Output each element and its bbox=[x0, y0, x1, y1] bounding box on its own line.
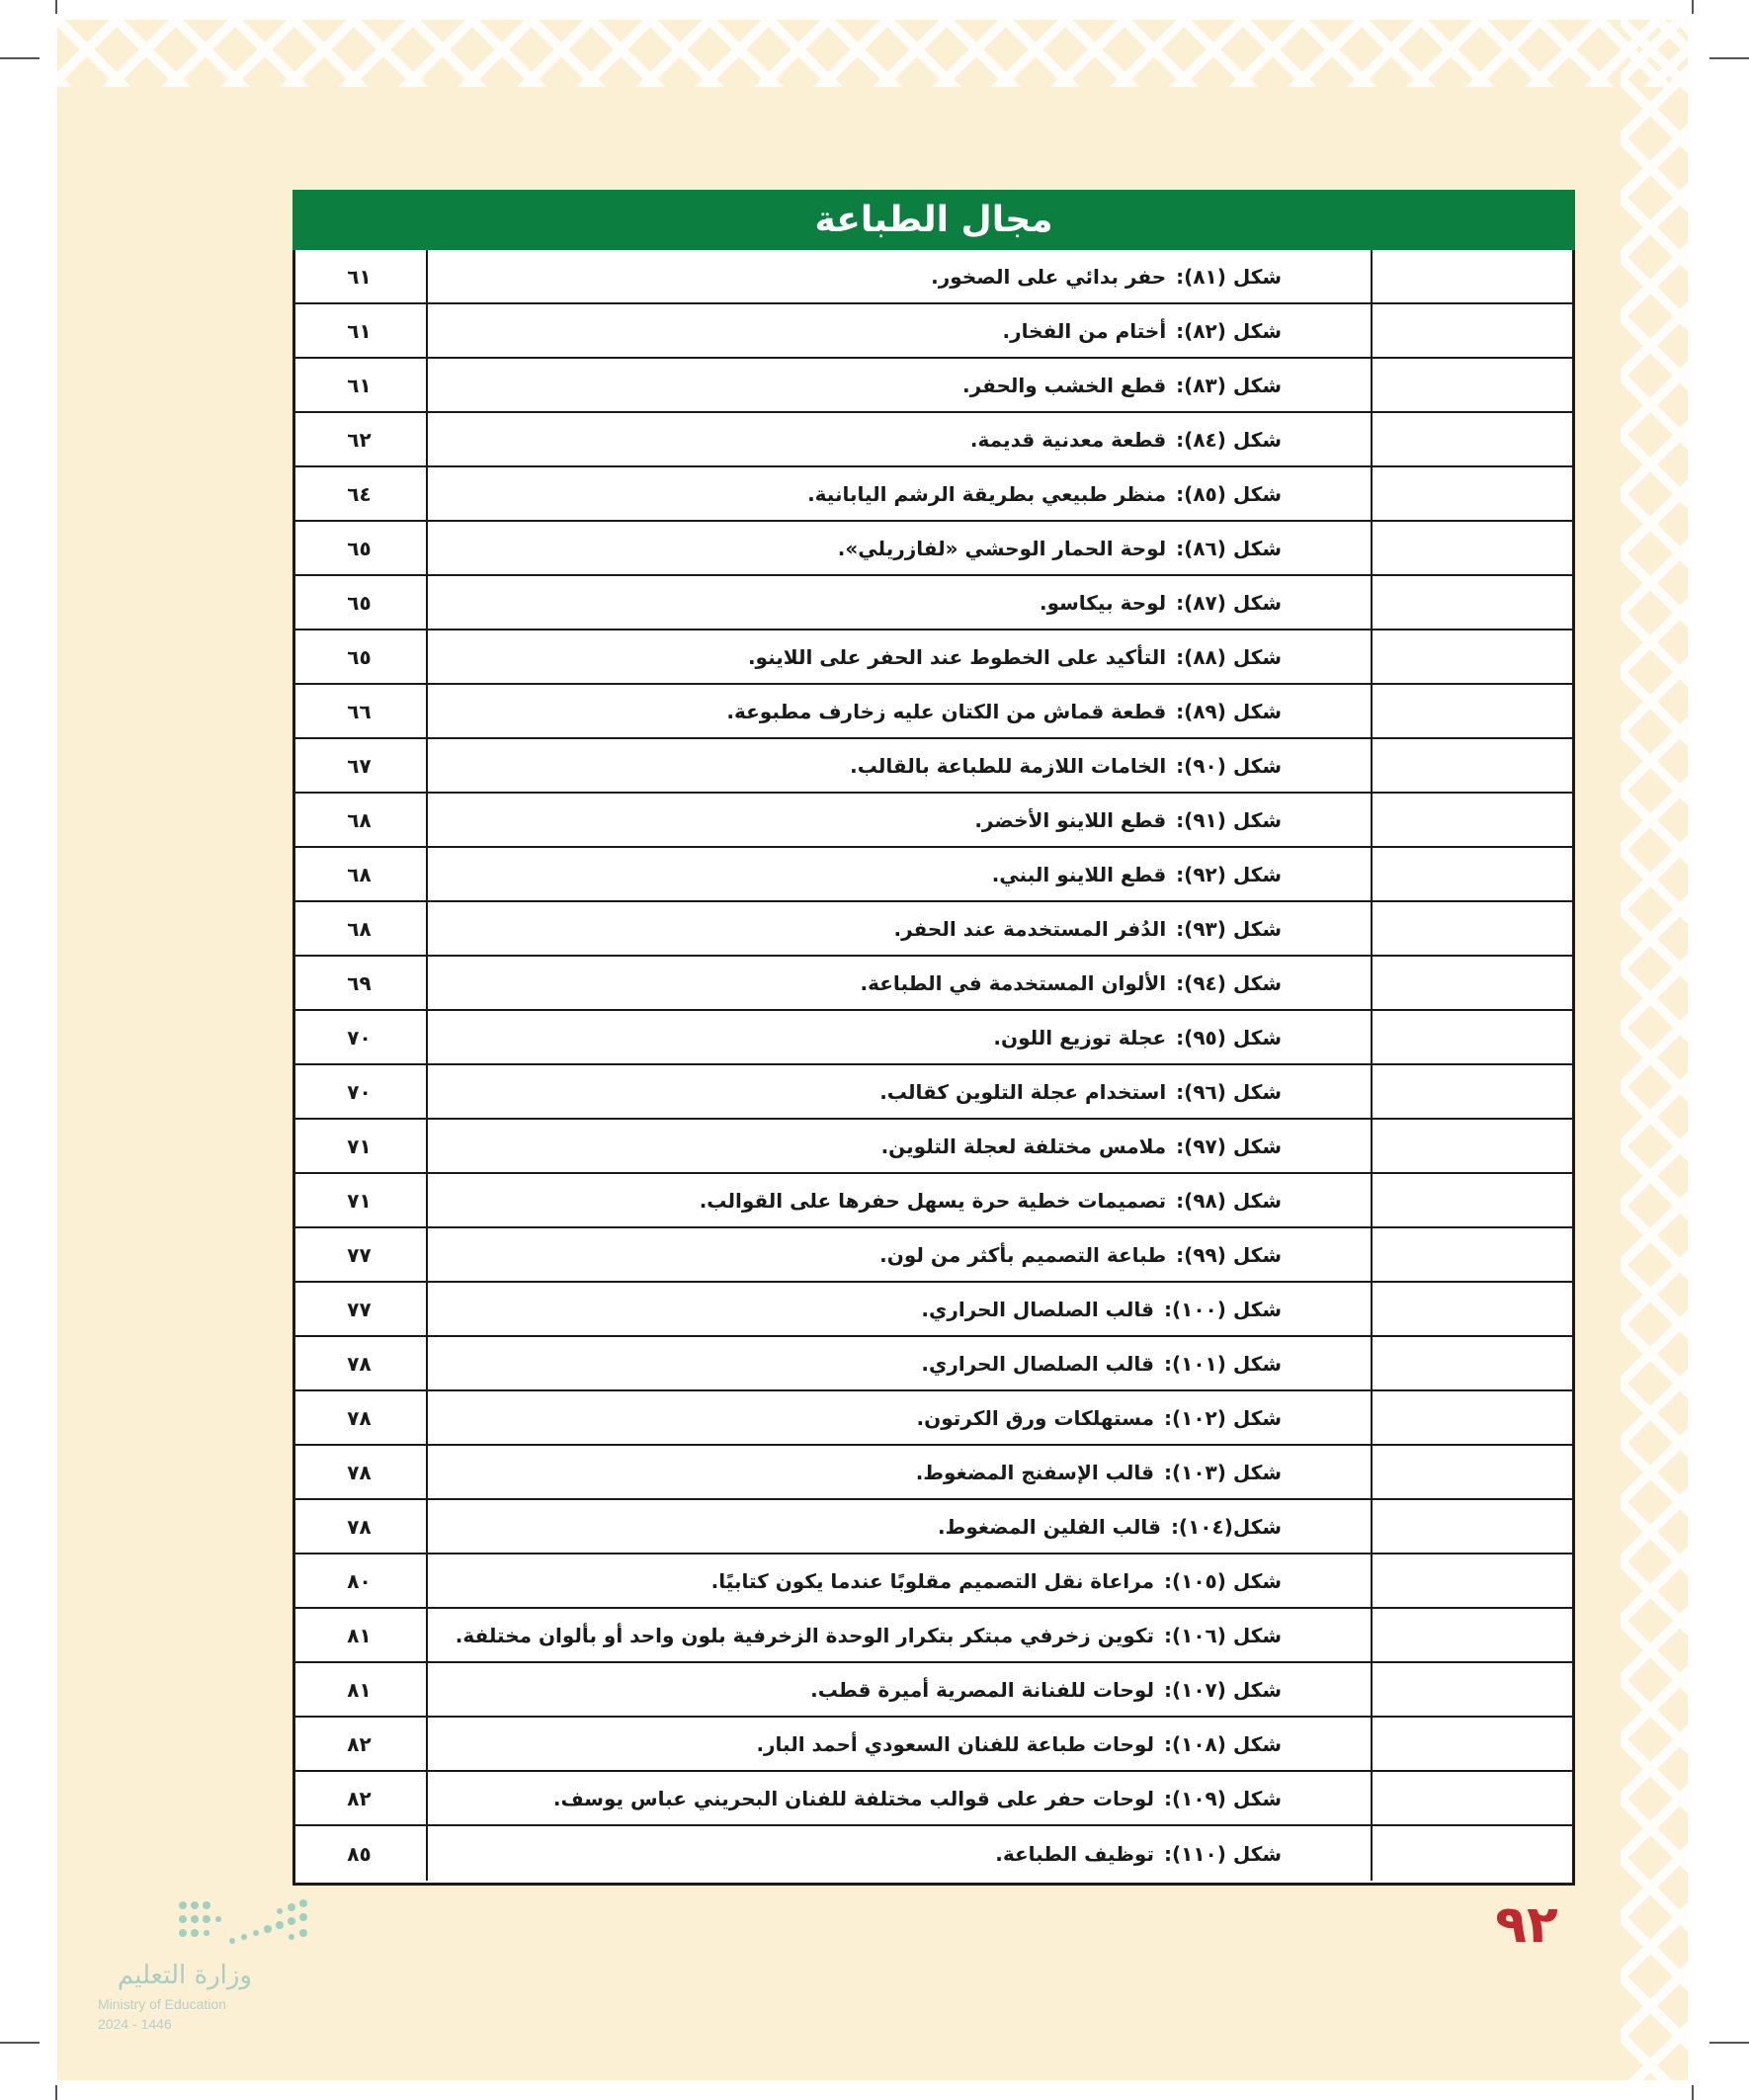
figure-page-number: ٦٩ bbox=[292, 957, 428, 1009]
empty-cell bbox=[1373, 1663, 1575, 1716]
figure-label: شكل (٨٥): bbox=[1176, 481, 1282, 506]
empty-cell bbox=[1373, 1228, 1575, 1281]
table-row bbox=[292, 359, 1575, 413]
figure-page-number: ٨٢ bbox=[292, 1718, 428, 1770]
table-row bbox=[292, 1609, 1575, 1663]
figure-page-number: ٨٥ bbox=[292, 1826, 428, 1881]
crop-mark bbox=[1692, 0, 1694, 14]
empty-cell bbox=[1373, 1337, 1575, 1389]
figure-page-number: ٦٨ bbox=[292, 902, 428, 955]
crop-mark bbox=[55, 0, 57, 14]
figure-description-cell bbox=[428, 1120, 1373, 1172]
figure-page-number: ٦٨ bbox=[292, 794, 428, 846]
figure-page-number: ٦١ bbox=[292, 250, 428, 302]
figure-label: شكل (٨٨): bbox=[1176, 644, 1282, 669]
crop-mark bbox=[0, 2042, 40, 2044]
figure-description: ملامس مختلفة لعجلة التلوين. bbox=[880, 1134, 1167, 1158]
table-row bbox=[292, 848, 1575, 902]
figure-page-number: ٦٦ bbox=[292, 685, 428, 737]
figure-description-cell bbox=[428, 1663, 1373, 1716]
figure-description-cell bbox=[428, 1228, 1373, 1281]
crop-mark bbox=[1709, 2042, 1749, 2044]
figure-label: شكل (١٠٧): bbox=[1163, 1677, 1282, 1702]
figure-page-number: ٧١ bbox=[292, 1120, 428, 1172]
table-row bbox=[292, 1446, 1575, 1500]
empty-cell bbox=[1373, 1120, 1575, 1172]
figure-label: شكل (١١٠): bbox=[1163, 1841, 1282, 1866]
figure-description: قالب الفلين المضغوط. bbox=[937, 1514, 1161, 1539]
table-row bbox=[292, 1283, 1575, 1337]
figure-description: قالب الإسفنج المضغوط. bbox=[915, 1460, 1154, 1484]
table-row bbox=[292, 1065, 1575, 1120]
figure-label: شكل (٩٣): bbox=[1176, 916, 1282, 941]
figure-page-number: ٦٥ bbox=[292, 630, 428, 683]
table-row bbox=[292, 1228, 1575, 1283]
figure-label: شكل (٨٩): bbox=[1176, 699, 1282, 723]
figure-description: لوحة بيكاسو. bbox=[1039, 590, 1167, 615]
table-row bbox=[292, 1826, 1575, 1881]
table-row bbox=[292, 522, 1575, 576]
figure-page-number: ٦٥ bbox=[292, 576, 428, 629]
table-row bbox=[292, 576, 1575, 630]
figure-label: شكل (٨٢): bbox=[1176, 318, 1282, 343]
empty-cell bbox=[1373, 250, 1575, 302]
logo-english-text: Ministry of Education bbox=[98, 1996, 226, 2012]
figure-label: شكل (٩٩): bbox=[1176, 1242, 1282, 1267]
empty-cell bbox=[1373, 359, 1575, 411]
figure-description: مراعاة نقل التصميم مقلوبًا عندما يكون كتابيًا. bbox=[710, 1568, 1154, 1593]
figure-label: شكل (١٠٨): bbox=[1163, 1731, 1282, 1756]
figure-description-cell bbox=[428, 1065, 1373, 1118]
figure-description-cell bbox=[428, 1554, 1373, 1607]
figure-page-number: ٧١ bbox=[292, 1174, 428, 1226]
table-row bbox=[292, 1718, 1575, 1772]
figure-description: مستهلكات ورق الكرتون. bbox=[916, 1405, 1154, 1430]
figure-description-cell bbox=[428, 739, 1373, 792]
figure-description: قطعة معدنية قديمة. bbox=[969, 427, 1167, 452]
empty-cell bbox=[1373, 957, 1575, 1009]
figure-description-cell bbox=[428, 1446, 1373, 1498]
ministry-logo bbox=[94, 1895, 331, 2063]
figure-page-number: ٦٨ bbox=[292, 848, 428, 900]
figure-page-number: ٦٢ bbox=[292, 413, 428, 465]
figure-description-cell bbox=[428, 1391, 1373, 1444]
figure-label: شكل (٩٧): bbox=[1176, 1134, 1282, 1158]
table-row bbox=[292, 957, 1575, 1011]
empty-cell bbox=[1373, 848, 1575, 900]
empty-cell bbox=[1373, 902, 1575, 955]
empty-cell bbox=[1373, 1011, 1575, 1063]
figure-description-cell bbox=[428, 794, 1373, 846]
figure-description-cell bbox=[428, 1174, 1373, 1226]
figure-description: لوحات طباعة للفنان السعودي أحمد البار. bbox=[756, 1731, 1154, 1756]
figure-page-number: ٧٨ bbox=[292, 1337, 428, 1389]
empty-cell bbox=[1373, 1174, 1575, 1226]
decorative-border-right bbox=[1621, 20, 1688, 2080]
figure-description: لوحات للفنانة المصرية أميرة قطب. bbox=[810, 1677, 1154, 1702]
figure-description: الألوان المستخدمة في الطباعة. bbox=[860, 970, 1167, 995]
figure-description: قالب الصلصال الحراري. bbox=[921, 1297, 1154, 1321]
table-row bbox=[292, 1663, 1575, 1718]
table-row bbox=[292, 1772, 1575, 1826]
crop-mark bbox=[55, 2085, 57, 2100]
figure-description: حفر بدائي على الصخور. bbox=[931, 264, 1167, 289]
figure-page-number: ٧٨ bbox=[292, 1391, 428, 1444]
figure-description-cell bbox=[428, 1283, 1373, 1335]
figure-label: شكل (١٠٣): bbox=[1163, 1460, 1282, 1484]
empty-cell bbox=[1373, 1826, 1575, 1881]
table-row bbox=[292, 250, 1575, 304]
figure-description-cell bbox=[428, 902, 1373, 955]
empty-cell bbox=[1373, 304, 1575, 357]
table-row bbox=[292, 902, 1575, 957]
table-row bbox=[292, 413, 1575, 467]
figure-label: شكل (٩٢): bbox=[1176, 862, 1282, 886]
logo-dots-icon bbox=[173, 1895, 321, 1955]
figure-page-number: ٧٨ bbox=[292, 1446, 428, 1498]
figure-description-cell bbox=[428, 957, 1373, 1009]
figure-description-cell bbox=[428, 1337, 1373, 1389]
figure-page-number: ٧٠ bbox=[292, 1011, 428, 1063]
empty-cell bbox=[1373, 1772, 1575, 1824]
figure-page-number: ٦٥ bbox=[292, 522, 428, 574]
table-row bbox=[292, 685, 1575, 739]
empty-cell bbox=[1373, 1283, 1575, 1335]
figure-description-cell bbox=[428, 1011, 1373, 1063]
figure-label: شكل (١٠٢): bbox=[1163, 1405, 1282, 1430]
table-row bbox=[292, 1500, 1575, 1554]
figure-label: شكل (١٠١): bbox=[1163, 1351, 1282, 1376]
table-row bbox=[292, 794, 1575, 848]
figure-page-number: ٨١ bbox=[292, 1609, 428, 1661]
figure-description-cell bbox=[428, 1718, 1373, 1770]
figure-description-cell bbox=[428, 1826, 1373, 1881]
figure-page-number: ٧٠ bbox=[292, 1065, 428, 1118]
figure-description: طباعة التصميم بأكثر من لون. bbox=[879, 1242, 1167, 1267]
figure-page-number: ٧٨ bbox=[292, 1500, 428, 1553]
figure-label: شكل (١٠٩): bbox=[1163, 1786, 1282, 1810]
table-row bbox=[292, 1554, 1575, 1609]
decorative-border-top bbox=[57, 20, 1688, 87]
figure-label: شكل (٨٧): bbox=[1176, 590, 1282, 615]
figure-description-cell bbox=[428, 467, 1373, 520]
empty-cell bbox=[1373, 1609, 1575, 1661]
figure-label: شكل (٩٤): bbox=[1176, 970, 1282, 995]
figure-label: شكل (١٠٦): bbox=[1163, 1623, 1282, 1647]
figure-page-number: ٨١ bbox=[292, 1663, 428, 1716]
figure-description-cell bbox=[428, 250, 1373, 302]
figure-page-number: ٨٠ bbox=[292, 1554, 428, 1607]
figure-description: قالب الصلصال الحراري. bbox=[921, 1351, 1154, 1376]
figure-page-number: ٧٧ bbox=[292, 1283, 428, 1335]
figure-description: قطع الخشب والحفر. bbox=[962, 373, 1167, 397]
figure-label: شكل (٩٨): bbox=[1176, 1188, 1282, 1213]
table-row bbox=[292, 1337, 1575, 1391]
table-row bbox=[292, 304, 1575, 359]
figure-description: قطعة قماش من الكتان عليه زخارف مطبوعة. bbox=[726, 699, 1167, 723]
figure-description: منظر طبيعي بطريقة الرشم اليابانية. bbox=[807, 481, 1167, 506]
figure-description: الدُفر المستخدمة عند الحفر. bbox=[893, 916, 1167, 941]
page-number: ٩٢ bbox=[1495, 1895, 1558, 1955]
figure-description: عجلة توزيع اللون. bbox=[993, 1025, 1167, 1050]
figure-label: شكل (٩٠): bbox=[1176, 753, 1282, 778]
table-row bbox=[292, 1120, 1575, 1174]
figure-label: شكل (١٠٥): bbox=[1163, 1568, 1282, 1593]
figure-label: شكل (٨٤): bbox=[1176, 427, 1282, 452]
figure-label: شكل(١٠٤): bbox=[1170, 1514, 1282, 1539]
table-row bbox=[292, 467, 1575, 522]
figure-label: شكل (٩١): bbox=[1176, 807, 1282, 832]
empty-cell bbox=[1373, 739, 1575, 792]
empty-cell bbox=[1373, 576, 1575, 629]
logo-year-text: 2024 - 1446 bbox=[98, 2016, 172, 2032]
figure-description-cell bbox=[428, 848, 1373, 900]
figure-description-cell bbox=[428, 685, 1373, 737]
figure-description-cell bbox=[428, 1500, 1373, 1553]
figure-page-number: ٦١ bbox=[292, 359, 428, 411]
figure-label: شكل (٨٦): bbox=[1176, 536, 1282, 560]
empty-cell bbox=[1373, 794, 1575, 846]
figure-description: قطع اللاينو البني. bbox=[991, 862, 1167, 886]
figure-description-cell bbox=[428, 522, 1373, 574]
table-row bbox=[292, 1011, 1575, 1065]
figure-description-cell bbox=[428, 576, 1373, 629]
table-row bbox=[292, 1174, 1575, 1228]
empty-cell bbox=[1373, 1718, 1575, 1770]
table-row bbox=[292, 630, 1575, 685]
figure-description: استخدام عجلة التلوين كقالب. bbox=[879, 1079, 1167, 1104]
figure-description: تكوين زخرفي مبتكر بتكرار الوحدة الزخرفية بلون واحد أو بألوان مختلفة. bbox=[455, 1623, 1154, 1647]
table-row bbox=[292, 1391, 1575, 1446]
figure-label: شكل (٨٣): bbox=[1176, 373, 1282, 397]
figure-description-cell bbox=[428, 304, 1373, 357]
crop-mark bbox=[0, 57, 40, 59]
crop-mark bbox=[1692, 2085, 1694, 2100]
empty-cell bbox=[1373, 1500, 1575, 1553]
empty-cell bbox=[1373, 685, 1575, 737]
figure-description-cell bbox=[428, 413, 1373, 465]
figure-label: شكل (١٠٠): bbox=[1163, 1297, 1282, 1321]
figure-description-cell bbox=[428, 359, 1373, 411]
logo-arabic-text: وزارة التعليم bbox=[117, 1961, 252, 1990]
figure-label: شكل (٩٦): bbox=[1176, 1079, 1282, 1104]
empty-cell bbox=[1373, 1554, 1575, 1607]
empty-cell bbox=[1373, 1065, 1575, 1118]
figure-page-number: ٧٧ bbox=[292, 1228, 428, 1281]
figure-description-cell bbox=[428, 1772, 1373, 1824]
figure-label: شكل (٨١): bbox=[1176, 264, 1282, 289]
figure-description: قطع اللاينو الأخضر. bbox=[974, 807, 1167, 832]
empty-cell bbox=[1373, 413, 1575, 465]
empty-cell bbox=[1373, 522, 1575, 574]
figure-description: لوحة الحمار الوحشي «لفازريلي». bbox=[837, 536, 1167, 560]
figure-description: التأكيد على الخطوط عند الحفر على اللاينو. bbox=[747, 644, 1167, 669]
figure-description: الخامات اللازمة للطباعة بالقالب. bbox=[850, 753, 1167, 778]
figure-description-cell bbox=[428, 630, 1373, 683]
figure-label: شكل (٩٥): bbox=[1176, 1025, 1282, 1050]
figure-page-number: ٦٤ bbox=[292, 467, 428, 520]
figure-description-cell bbox=[428, 1609, 1373, 1661]
empty-cell bbox=[1373, 467, 1575, 520]
crop-mark bbox=[1709, 57, 1749, 59]
figure-description: أختام من الفخار. bbox=[1002, 318, 1167, 343]
empty-cell bbox=[1373, 1446, 1575, 1498]
empty-cell bbox=[1373, 630, 1575, 683]
figure-description: تصميمات خطية حرة يسهل حفرها على القوالب. bbox=[699, 1188, 1167, 1213]
figure-page-number: ٨٢ bbox=[292, 1772, 428, 1824]
figure-page-number: ٦٧ bbox=[292, 739, 428, 792]
figure-description: لوحات حفر على قوالب مختلفة للفنان البحريني عباس يوسف. bbox=[552, 1786, 1154, 1810]
empty-cell bbox=[1373, 1391, 1575, 1444]
table-rows bbox=[292, 250, 1575, 1881]
figure-page-number: ٦١ bbox=[292, 304, 428, 357]
table-row bbox=[292, 739, 1575, 794]
section-title: مجال الطباعة bbox=[292, 190, 1575, 250]
figure-description: توظيف الطباعة. bbox=[995, 1841, 1154, 1866]
